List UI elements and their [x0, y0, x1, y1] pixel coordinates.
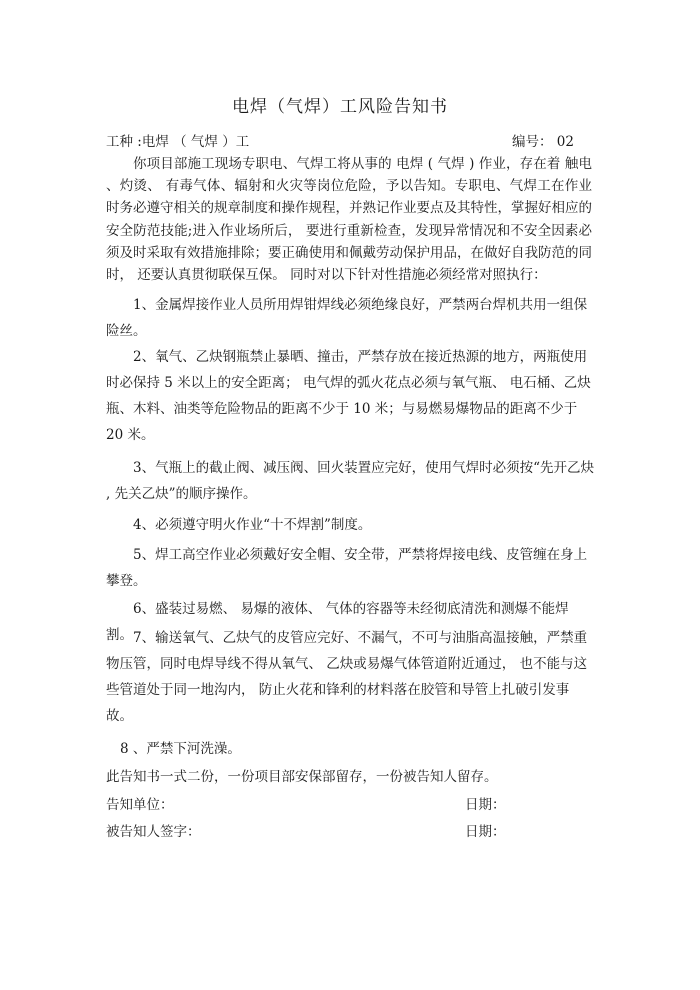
- measure-item-5: 5、焊工高空作业必须戴好安全帽、安全带，严禁将焊接电线、皮管缠在身上攀登。: [106, 547, 588, 589]
- measure-item-3: 3、气瓶上的截止阀、减压阀、回火装置应完好，使用气焊时必须按“先开乙炔 , 先关乙炔”的顺序操作。: [106, 460, 594, 502]
- recipient-signature-label: 被告知人签字：: [106, 824, 201, 840]
- document-number: 编号： 02: [512, 134, 574, 150]
- recipient-date-label: 日期：: [465, 824, 506, 840]
- measure-item-2: 2、氧气、乙炔钢瓶禁止暴晒、撞击，严禁存放在接近热源的地方，两瓶使用时必保持 5 米以上的安全距离； 电气焊的弧火花点必须与氧气瓶、 电石桶、乙炔瓶、木料、油类等危险物品的距离不少于 10 米；与易燃易爆物品的距离不少于 20 米。: [106, 349, 591, 443]
- work-type: 工种 :电焊 （ 气焊 ）工: [106, 134, 250, 150]
- measure-item-6: 6、盛装过易燃、 易爆的液体、 气体的容器等未经彻底清洗和测爆不能焊割。: [106, 601, 569, 643]
- notifier-label: 告知单位：: [106, 797, 174, 813]
- measure-item-7: 7、输送氧气、乙炔气的皮管应完好、不漏气，不可与油脂高温接触，严禁重物压管，同时电焊导线不得从氧气、 乙炔或易爆气体管道附近通过， 也不能与这些管道处于同一地沟内， 防止火花和锋利的材料落在胶管和导管上扎破引发事故。: [106, 630, 588, 724]
- document-title: 电焊（气焊）工风险告知书: [232, 97, 448, 117]
- notifier-date-label: 日期：: [465, 797, 506, 813]
- intro-paragraph: 你项目部施工现场专职电、气焊工将从事的 电焊 ( 气焊 ) 作业，存在着 触电 、灼烫、 有毒气体、辐射和火灾等岗位危险，予以告知。专职电、气焊工在作业时务必遵守相关的规章制度和操作规程，并熟记作业要点及其特性，掌握好相应的安全防范技能;进入作业场所后， 要进行重新检查，发现异常情况和不安全因素必须及时采取有效措施排除；要正确使用和佩戴劳动保护用品，在做好自我防范的同时， 还要认真贯彻联保互保。 同时对以下针对性措施必须经常对照执行：: [106, 156, 592, 284]
- measure-item-4: 4、必须遵守明火作业“十不焊割”制度。: [133, 517, 372, 533]
- measure-item-1: 1、金属焊接作业人员所用焊钳焊线必须绝缘良好，严禁两台焊机共用一组保险丝。: [106, 297, 588, 339]
- measure-item-8: 8 、严禁下河洗澡。: [120, 741, 241, 757]
- closing-statement: 此告知书一式二份，一份项目部安保部留存，一份被告知人留存。: [106, 769, 498, 785]
